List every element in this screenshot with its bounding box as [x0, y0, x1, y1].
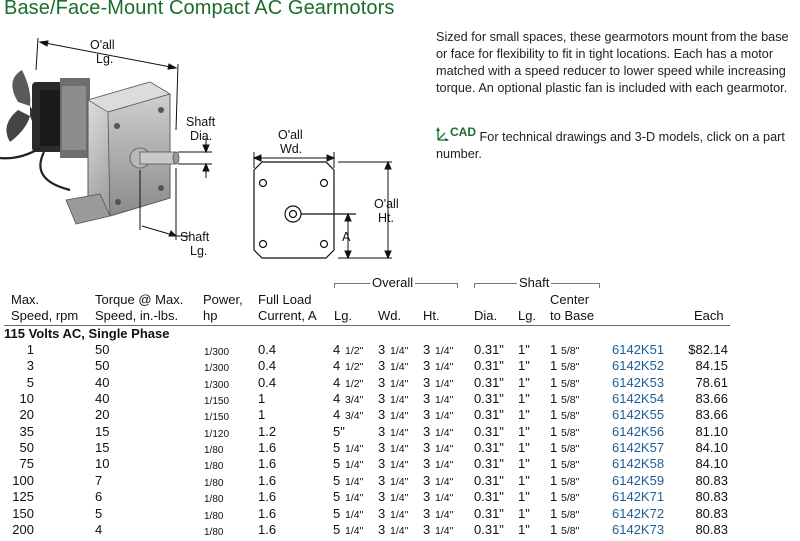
cell-speed: 1: [26, 342, 34, 357]
cell-dia: 0.31": [474, 521, 504, 537]
cell-shaft-lg: 1": [518, 521, 530, 537]
cell-lg-whole: 5: [333, 472, 341, 488]
cell-wd-whole: 3: [378, 342, 386, 357]
cell-power: 1/300: [204, 347, 230, 358]
part-number-link[interactable]: 6142K58: [612, 456, 665, 472]
header-current-1: Full Load: [258, 292, 312, 307]
cell-wd-whole: 3: [378, 489, 386, 505]
cell-current: 1: [258, 407, 266, 423]
shaft-dia-label-1: Shaft: [186, 115, 216, 129]
price-cell: 80.83: [695, 472, 728, 488]
description-text: Sized for small spaces, these gearmotors mount from the base or face for flexibility to fit in tight locations. Each has a motor matched with a speed reducer to lower speed while increasing torque. An optional plastic fan is included with each gearmotor.: [436, 30, 789, 95]
cell-current: 0.4: [258, 342, 277, 357]
header-torque-1: Torque @ Max.: [95, 292, 184, 307]
power-cable: [0, 148, 70, 190]
cell-current: 1.6: [258, 489, 277, 505]
cell-wd-frac: 1/4": [390, 394, 409, 407]
cell-lg-whole: 4: [333, 342, 341, 357]
cell-current: 1: [258, 391, 266, 407]
cell-lg-whole: 5: [333, 489, 341, 505]
cell-wd-whole: 3: [378, 374, 386, 390]
price-cell: 78.61: [695, 374, 728, 390]
output-shaft: [140, 152, 179, 164]
cell-lg-whole: 4: [333, 407, 341, 423]
header-center-2: to Base: [550, 308, 595, 323]
overall-group-label: Overall: [372, 275, 414, 290]
cell-center-whole: 1: [550, 342, 558, 357]
part-number-link[interactable]: 6142K54: [612, 391, 665, 407]
part-number-link[interactable]: 6142K55: [612, 407, 665, 423]
part-number-link[interactable]: 6142K71: [612, 489, 665, 505]
cell-center-whole: 1: [550, 423, 558, 439]
cell-speed: 20: [19, 407, 34, 423]
oall-wd-label-2: Wd.: [280, 142, 303, 156]
cell-center-frac: 5/8": [561, 361, 580, 374]
cell-torque: 15: [95, 440, 110, 456]
price-cell: 80.83: [695, 505, 728, 521]
part-number-link[interactable]: 6142K72: [612, 505, 665, 521]
cell-dia: 0.31": [474, 472, 504, 488]
header-power-1: Power,: [203, 292, 243, 307]
price-cell: 80.83: [695, 489, 728, 505]
cell-wd-frac: 1/4": [390, 459, 409, 472]
cell-lg-frac: 1/2": [345, 361, 364, 374]
cell-wd-whole: 3: [378, 407, 386, 423]
cell-shaft-lg: 1": [518, 505, 530, 521]
price-cell: 84.15: [695, 358, 728, 374]
cell-speed: 3: [26, 358, 34, 374]
cell-lg-frac: 1/4": [345, 508, 364, 521]
header-speed-1: Max.: [11, 292, 40, 307]
cell-center-frac: 5/8": [561, 410, 580, 423]
cell-shaft-lg: 1": [518, 456, 530, 472]
cell-speed: 125: [12, 489, 34, 505]
cell-wd-whole: 3: [378, 423, 386, 439]
cell-torque: 50: [95, 358, 110, 374]
oall-ht-label-2: Ht.: [378, 211, 394, 225]
cell-ht-frac: 1/4": [435, 524, 454, 537]
header-shaft-lg: Lg.: [518, 308, 537, 323]
cell-power: 1/80: [204, 461, 224, 473]
cell-power: 1/150: [204, 412, 230, 424]
cell-speed: 50: [19, 440, 34, 456]
price-cell: 83.66: [695, 407, 728, 423]
cell-ht-whole: 3: [423, 391, 431, 407]
cell-dia: 0.31": [474, 358, 504, 374]
price-cell: 81.10: [695, 423, 728, 439]
cell-current: 1.6: [258, 472, 277, 488]
product-description: [436, 29, 800, 97]
cell-wd-frac: 1/4": [390, 443, 409, 456]
cell-ht-whole: 3: [423, 342, 431, 357]
cell-wd-whole: 3: [378, 472, 386, 488]
cell-power: 1/80: [204, 445, 224, 457]
cell-wd-whole: 3: [378, 505, 386, 521]
cell-shaft-lg: 1": [518, 423, 530, 439]
oall-lg-label-1: O'all: [90, 38, 115, 52]
price-cell: 80.83: [695, 521, 728, 537]
cell-speed: 75: [19, 456, 34, 472]
cell-center-frac: 5/8": [561, 443, 580, 456]
shaft-dia-label-2: Dia.: [190, 129, 213, 143]
cell-ht-whole: 3: [423, 521, 431, 537]
cell-wd-frac: 1/4": [390, 345, 409, 357]
cell-ht-frac: 1/4": [435, 394, 454, 407]
header-power-2: hp: [203, 308, 218, 323]
header-speed-2: Speed, rpm: [11, 308, 79, 323]
oall-ht-label-1: O'all: [374, 197, 399, 211]
cell-ht-whole: 3: [423, 489, 431, 505]
cell-dia: 0.31": [474, 456, 504, 472]
cell-ht-whole: 3: [423, 505, 431, 521]
cell-speed: 100: [12, 472, 34, 488]
cell-lg-frac: 3/4": [345, 410, 364, 423]
cell-center-frac: 5/8": [561, 475, 580, 488]
price-cell: 84.10: [695, 440, 728, 456]
cell-ht-frac: 1/4": [435, 492, 454, 505]
cell-center-frac: 5/8": [561, 394, 580, 407]
cell-dia: 0.31": [474, 505, 504, 521]
cell-wd-frac: 1/4": [390, 361, 409, 374]
cell-dia: 0.31": [474, 391, 504, 407]
cell-lg-whole: 4: [333, 391, 341, 407]
cell-torque: 40: [95, 374, 110, 390]
cell-power: 1/300: [204, 379, 230, 391]
motor-coil: [32, 78, 90, 158]
part-number-link[interactable]: 6142K57: [612, 440, 665, 456]
cell-ht-whole: 3: [423, 374, 431, 390]
cell-ht-whole: 3: [423, 472, 431, 488]
cell-center-frac: 5/8": [561, 459, 580, 472]
cell-ht-frac: 1/4": [435, 345, 454, 357]
cell-speed: 10: [19, 391, 34, 407]
cell-torque: 5: [95, 505, 103, 521]
cell-speed: 200: [12, 521, 34, 537]
cell-torque: 7: [95, 472, 103, 488]
cell-current: 1.6: [258, 505, 277, 521]
part-number-link[interactable]: 6142K51: [612, 342, 665, 357]
cell-center-whole: 1: [550, 505, 558, 521]
cell-center-whole: 1: [550, 407, 558, 423]
cell-dia: 0.31": [474, 489, 504, 505]
part-number-link[interactable]: 6142K53: [612, 374, 665, 390]
cell-power: 1/80: [204, 494, 224, 506]
cell-center-whole: 1: [550, 358, 558, 374]
cell-center-whole: 1: [550, 489, 558, 505]
shaft-dia-dimension: [178, 138, 212, 178]
cell-center-frac: 5/8": [561, 426, 580, 439]
cell-torque: 40: [95, 391, 110, 407]
cell-shaft-lg: 1": [518, 374, 530, 390]
cell-wd-frac: 1/4": [390, 475, 409, 488]
gearmotor-illustration: [0, 30, 430, 270]
section-heading: 115 Volts AC, Single Phase: [4, 326, 170, 341]
shaft-lg-label-2: Lg.: [190, 244, 208, 258]
cell-current: 1.2: [258, 423, 277, 439]
cell-lg-frac: 1/2": [345, 345, 364, 357]
cell-lg-frac: 1/4": [345, 492, 364, 505]
cell-dia: 0.31": [474, 440, 504, 456]
cell-center-frac: 5/8": [561, 377, 580, 390]
cell-power: 1/120: [204, 428, 230, 440]
cell-dia: 0.31": [474, 423, 504, 439]
cell-current: 0.4: [258, 358, 277, 374]
cad-icon: [436, 124, 476, 141]
header-ht: Ht.: [423, 308, 440, 323]
cell-wd-whole: 3: [378, 440, 386, 456]
cell-center-frac: 5/8": [561, 524, 580, 537]
cell-current: 0.4: [258, 374, 277, 390]
cell-shaft-lg: 1": [518, 342, 530, 357]
cell-lg-whole: 5: [333, 505, 341, 521]
cell-wd-frac: 1/4": [390, 426, 409, 439]
cell-center-frac: 5/8": [561, 345, 580, 357]
cell-power: 1/300: [204, 363, 230, 375]
cell-torque: 6: [95, 489, 103, 505]
cell-lg-whole: 4: [333, 374, 341, 390]
shaft-group-label: Shaft: [519, 275, 550, 290]
header-each: Each: [694, 308, 724, 323]
cell-shaft-lg: 1": [518, 472, 530, 488]
cad-note-text: For technical drawings and 3-D models, click on a part number.: [436, 130, 785, 161]
cell-power: 1/80: [204, 477, 224, 489]
cell-shaft-lg: 1": [518, 440, 530, 456]
cell-shaft-lg: 1": [518, 358, 530, 374]
cell-wd-frac: 1/4": [390, 508, 409, 521]
cell-dia: 0.31": [474, 342, 504, 357]
cell-dia: 0.31": [474, 407, 504, 423]
cell-wd-frac: 1/4": [390, 377, 409, 390]
cell-lg-frac: 1/2": [345, 377, 364, 390]
a-label: A: [342, 230, 351, 244]
cell-center-whole: 1: [550, 456, 558, 472]
cell-torque: 4: [95, 521, 103, 537]
cell-lg-frac: 3/4": [345, 394, 364, 407]
oall-lg-label-2: Lg.: [96, 52, 114, 66]
cell-center-whole: 1: [550, 391, 558, 407]
cell-shaft-lg: 1": [518, 391, 530, 407]
cell-ht-frac: 1/4": [435, 459, 454, 472]
header-center-1: Center: [550, 292, 590, 307]
cell-ht-whole: 3: [423, 358, 431, 374]
cell-ht-frac: 1/4": [435, 426, 454, 439]
cell-center-frac: 5/8": [561, 492, 580, 505]
cell-lg-whole: 5: [333, 440, 341, 456]
cell-speed: 5: [26, 374, 34, 390]
cell-ht-frac: 1/4": [435, 377, 454, 390]
cell-dia: 0.31": [474, 374, 504, 390]
cell-center-whole: 1: [550, 374, 558, 390]
cell-wd-whole: 3: [378, 521, 386, 537]
cell-wd-frac: 1/4": [390, 492, 409, 505]
cell-center-frac: 5/8": [561, 508, 580, 521]
header-current-2: Current, A: [258, 308, 317, 323]
shaft-lg-label-1: Shaft: [180, 230, 210, 244]
cell-lg-frac: 1/4": [345, 524, 364, 537]
cell-power: 1/80: [204, 510, 224, 522]
spec-table: [0, 268, 800, 541]
cell-shaft-lg: 1": [518, 489, 530, 505]
cell-wd-whole: 3: [378, 358, 386, 374]
cell-ht-frac: 1/4": [435, 475, 454, 488]
header-lg: Lg.: [334, 308, 353, 323]
cell-wd-whole: 3: [378, 456, 386, 472]
header-wd: Wd.: [378, 308, 402, 323]
part-number-link[interactable]: 6142K56: [612, 423, 665, 439]
price-cell: 84.10: [695, 456, 728, 472]
cell-lg-whole: 5": [333, 423, 345, 439]
header-torque-2: Speed, in.-lbs.: [95, 308, 179, 323]
cell-lg-frac: 1/4": [345, 475, 364, 488]
cell-ht-frac: 1/4": [435, 443, 454, 456]
cell-center-whole: 1: [550, 440, 558, 456]
cad-note: [436, 124, 800, 163]
cell-power: 1/80: [204, 526, 224, 538]
cell-speed: 150: [12, 505, 34, 521]
cell-speed: 35: [19, 423, 34, 439]
cell-lg-frac: 1/4": [345, 459, 364, 472]
part-number-link[interactable]: 6142K73: [612, 521, 665, 537]
cell-wd-whole: 3: [378, 391, 386, 407]
cell-lg-whole: 5: [333, 521, 341, 537]
cell-lg-whole: 4: [333, 358, 341, 374]
cad-logo-text: CAD: [450, 125, 476, 139]
cell-wd-frac: 1/4": [390, 410, 409, 423]
cell-ht-whole: 3: [423, 423, 431, 439]
part-number-link[interactable]: 6142K59: [612, 472, 665, 488]
cell-ht-whole: 3: [423, 440, 431, 456]
cell-wd-frac: 1/4": [390, 524, 409, 537]
cell-center-whole: 1: [550, 521, 558, 537]
oall-wd-label-1: O'all: [278, 128, 303, 142]
header-dia: Dia.: [474, 308, 498, 323]
cell-ht-frac: 1/4": [435, 361, 454, 374]
cell-power: 1/150: [204, 396, 230, 408]
cell-lg-whole: 5: [333, 456, 341, 472]
cell-ht-whole: 3: [423, 407, 431, 423]
cell-current: 1.6: [258, 440, 277, 456]
cell-torque: 50: [95, 342, 110, 357]
cell-torque: 10: [95, 456, 110, 472]
cell-torque: 15: [95, 423, 110, 439]
face-view-drawing: [254, 162, 356, 258]
cell-current: 1.6: [258, 521, 277, 537]
price-cell: 83.66: [695, 391, 728, 407]
price-cell: $82.14: [688, 342, 728, 357]
cell-current: 1.6: [258, 456, 277, 472]
cell-ht-frac: 1/4": [435, 508, 454, 521]
cell-ht-whole: 3: [423, 456, 431, 472]
cell-ht-frac: 1/4": [435, 410, 454, 423]
cell-lg-frac: 1/4": [345, 443, 364, 456]
cell-center-whole: 1: [550, 472, 558, 488]
cell-shaft-lg: 1": [518, 407, 530, 423]
part-number-link[interactable]: 6142K52: [612, 358, 665, 374]
cell-torque: 20: [95, 407, 110, 423]
page-title: Base/Face-Mount Compact AC Gearmotors: [4, 0, 395, 19]
